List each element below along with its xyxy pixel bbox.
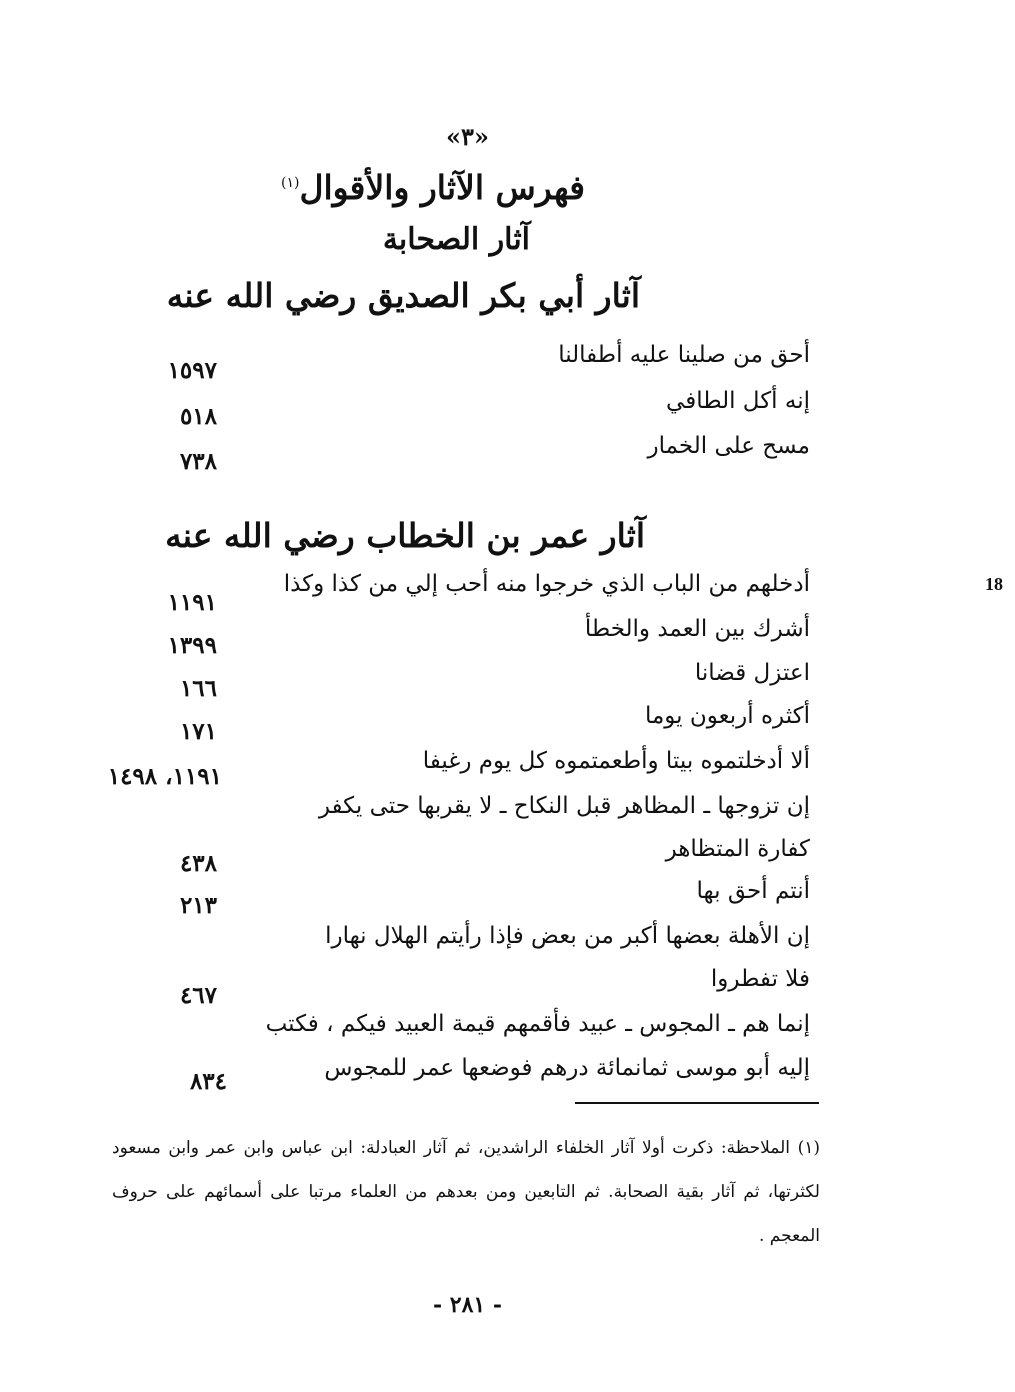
page-title [281, 168, 585, 207]
index-entry-ref: ١٦٦ [179, 675, 217, 702]
index-entry-ref: ٤٦٧ [179, 982, 217, 1009]
index-entry-text: إنما هم ـ المجوس ـ عبيد فأقمهم قيمة العبيد فيكم ، فكتب [265, 1011, 810, 1037]
index-entry-text: أدخلهم من الباب الذي خرجوا منه أحب إلي من كذا وكذا [283, 571, 810, 597]
title-footnote-marker: (١) [281, 175, 300, 191]
index-entry-text: اعتزل قضانا [694, 660, 810, 686]
index-entry-text: فلا تفطروا [710, 966, 810, 992]
footnote: (١) الملاحظة: ذكرت أولا آثار الخلفاء الراشدين، ثم آثار العبادلة: ابن عباس وابن عمر وابن مسعود لكثرتها، ثم آثار بقية الصحابة. ثم التابعين ومن بعدهم من العلماء مرتبا على أسمائهم على حروف المعجم . [112, 1138, 820, 1246]
page-subtitle: آثار الصحابة [382, 222, 530, 257]
index-entry-ref: ١٣٩٩ [167, 632, 217, 659]
index-entry-text: أنتم أحق بها [696, 878, 810, 904]
footnote-divider [575, 1102, 819, 1104]
index-entry-text: إنه أكل الطافي [666, 388, 810, 414]
index-entry-ref: ٢١٣ [179, 892, 217, 919]
title-text: فهرس الآثار والأقوال [299, 168, 585, 207]
index-entry-text: أحق من صلينا عليه أطفالنا [558, 342, 810, 368]
section-heading-abu-bakr: آثار أبي بكر الصديق رضي الله عنه [166, 276, 640, 315]
index-entry-ref: ١٧١ [179, 718, 217, 745]
index-entry-ref: ٨٣٤ [189, 1068, 227, 1095]
index-entry-text: إليه أبو موسى ثمانمائة درهم فوضعها عمر للمجوس [324, 1055, 810, 1081]
index-entry-text: أشرك بين العمد والخطأ [584, 616, 810, 642]
index-entry-ref: ١١٩١ [167, 589, 217, 616]
index-entry-ref: ٥١٨ [179, 403, 217, 430]
index-entry-ref: ٧٣٨ [179, 448, 217, 475]
index-entry-ref: ١١٩١، ١٤٩٨ [107, 763, 222, 790]
index-entry-text: إن تزوجها ـ المظاهر قبل النكاح ـ لا يقربها حتى يكفر [318, 793, 810, 819]
index-entry-text: مسح على الخمار [647, 433, 810, 459]
page-number: - ٢٨١ - [432, 1292, 503, 1318]
index-entry-text: إن الأهلة بعضها أكبر من بعض فإذا رأيتم الهلال نهارا [325, 923, 810, 949]
index-entry-text: ألا أدخلتموه بيتا وأطعمتموه كل يوم رغيفا [422, 748, 810, 774]
index-entry-ref: ١٥٩٧ [167, 357, 217, 384]
section-heading-umar: آثار عمر بن الخطاب رضي الله عنه [165, 516, 645, 555]
index-entry-text: أكثره أربعون يوما [644, 703, 810, 729]
index-entry-ref: ٤٣٨ [179, 850, 217, 877]
index-entry-text: كفارة المتظاهر [665, 836, 810, 862]
margin-page-number: 18 [985, 574, 1003, 594]
section-number: «٣» [446, 122, 489, 151]
